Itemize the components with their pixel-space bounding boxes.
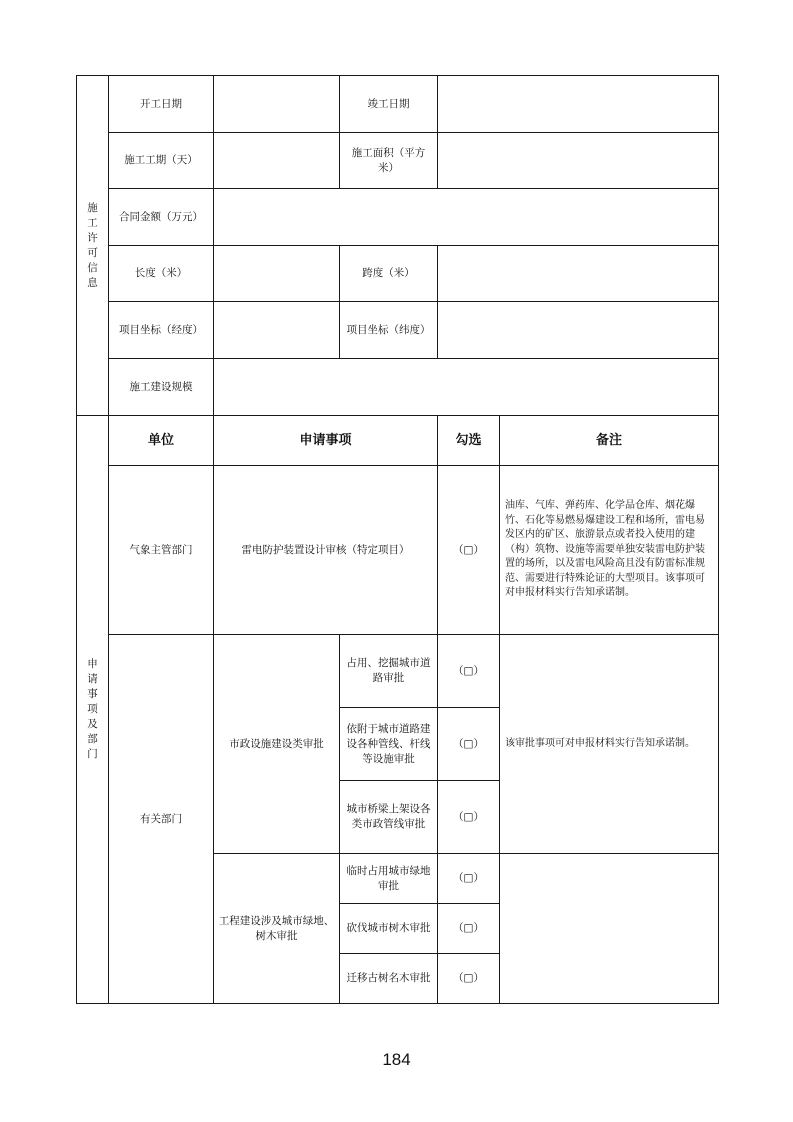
page-number: 184 [382, 1050, 411, 1069]
municipal-item: 依附于城市道路建设各种管线、杆线等设施审批 [340, 708, 438, 781]
item-header: 申请事项 [214, 416, 438, 466]
greenland-item: 临时占用城市绿地审批 [340, 854, 438, 904]
longitude-field[interactable] [214, 302, 340, 359]
duration-label: 施工工期（天） [109, 133, 214, 189]
unit-header: 单位 [109, 416, 214, 466]
greenland-category: 工程建设涉及城市绿地、树木审批 [214, 854, 340, 1004]
latitude-label: 项目坐标（纬度） [340, 302, 438, 359]
contract-amount-label: 合同金额（万元） [109, 189, 214, 246]
municipal-item-checkbox[interactable]: （□） [438, 635, 500, 708]
construction-scale-field[interactable] [214, 359, 719, 416]
length-label: 长度（米） [109, 246, 214, 302]
greenland-note [500, 854, 719, 1004]
length-field[interactable] [214, 246, 340, 302]
municipal-item-checkbox[interactable]: （□） [438, 781, 500, 854]
construction-area-field[interactable] [438, 133, 719, 189]
longitude-label: 项目坐标（经度） [109, 302, 214, 359]
municipal-category: 市政设施建设类审批 [214, 635, 340, 854]
greenland-item: 迁移古树名木审批 [340, 954, 438, 1004]
construction-area-label: 施工面积（平方米） [340, 133, 438, 189]
construction-scale-label: 施工建设规模 [109, 359, 214, 416]
municipal-item-checkbox[interactable]: （□） [438, 708, 500, 781]
permit-info-side-label: 施工许可信息 [77, 76, 109, 416]
application-form-table [76, 75, 719, 1004]
municipal-item: 占用、挖掘城市道路审批 [340, 635, 438, 708]
duration-field[interactable] [214, 133, 340, 189]
greenland-item-checkbox[interactable]: （□） [438, 854, 500, 904]
greenland-item-checkbox[interactable]: （□） [438, 954, 500, 1004]
greenland-item: 砍伐城市树木审批 [340, 904, 438, 954]
meteorology-note: 油库、气库、弹药库、化学品仓库、烟花爆竹、石化等易燃易爆建设工程和场所，雷电易发区内的矿区、旅游景点或者投入使用的建（构）筑物、设施等需要单独安装雷电防护装置的场所，以及雷电风险高且没有防雷标准规范、需要进行特殊论证的大型项目。该事项可对申报材料实行告知承诺制。 [500, 466, 719, 635]
municipal-item: 城市桥梁上架设各类市政管线审批 [340, 781, 438, 854]
start-date-field[interactable] [214, 76, 340, 133]
span-field[interactable] [438, 246, 719, 302]
check-header: 勾选 [438, 416, 500, 466]
lightning-protection-checkbox[interactable]: （□） [438, 466, 500, 635]
latitude-field[interactable] [438, 302, 719, 359]
greenland-item-checkbox[interactable]: （□） [438, 904, 500, 954]
span-label: 跨度（米） [340, 246, 438, 302]
items-side-label: 申请事项及部门 [77, 416, 109, 1004]
lightning-protection-item: 雷电防护装置设计审核（特定项目） [214, 466, 438, 635]
completion-date-field[interactable] [438, 76, 719, 133]
municipal-note: 该审批事项可对申报材料实行告知承诺制。 [500, 635, 719, 854]
related-unit: 有关部门 [109, 635, 214, 1004]
start-date-label: 开工日期 [109, 76, 214, 133]
note-header: 备注 [500, 416, 719, 466]
contract-amount-field[interactable] [214, 189, 719, 246]
completion-date-label: 竣工日期 [340, 76, 438, 133]
meteorology-unit: 气象主管部门 [109, 466, 214, 635]
